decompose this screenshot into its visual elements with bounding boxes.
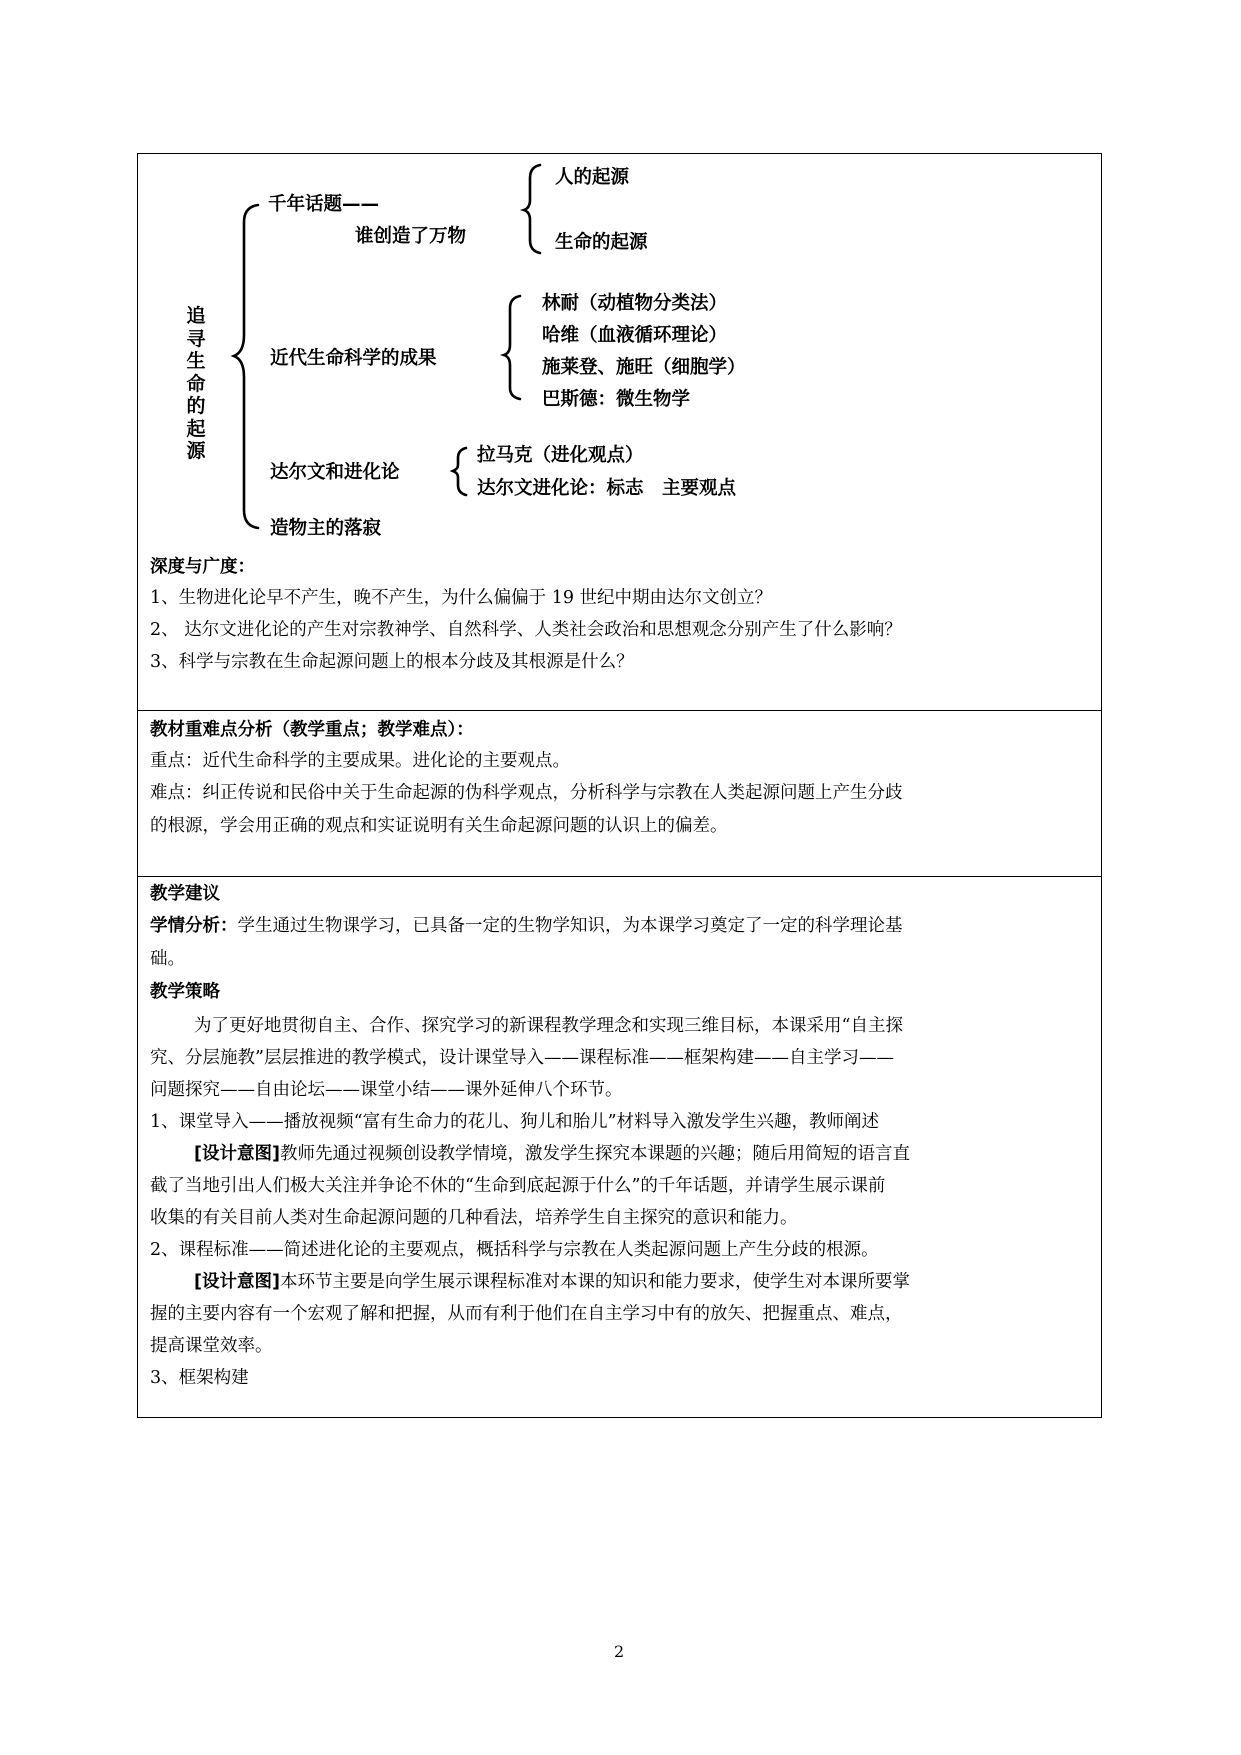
branch1-subtitle: 谁创造了万物 (355, 226, 467, 247)
brace-3-icon (453, 448, 466, 495)
branch1-item-2: 生命的起源 (555, 232, 648, 253)
situation-label: 学情分析： (150, 916, 238, 936)
intent-2-text: 本环节主要是向学生展示课程标准对本课的知识和能力要求，使学生对本课所要掌 (280, 1272, 910, 1292)
branch3-title: 达尔文和进化论 (270, 462, 400, 483)
brace-1-icon (524, 165, 540, 253)
intent-2-line-2: 握的主要内容有一个宏观了解和把握，从而有利于他们在自主学习中有的放矢、把握重点、难点， (150, 1304, 903, 1324)
branch3-item-1: 拉马克（进化观点） (477, 445, 644, 466)
analysis-heading: 教材重难点分析（教学重点；教学难点）： (150, 720, 474, 740)
depth-question-1: 1、生物进化论早不产生，晚不产生，为什么偏偏于 19 世纪中期由达尔文创立？ (150, 588, 773, 608)
intent-2-line-3: 提高课堂效率。 (150, 1336, 273, 1356)
main-brace-icon (234, 205, 258, 528)
strategy-p1-line-1: 为了更好地贯彻自主、合作、探究学习的新课程教学理念和实现三维目标，本课采用“自主探 (194, 1016, 903, 1036)
branch3-item-2: 达尔文进化论：标志 主要观点 (477, 478, 737, 499)
depth-question-3: 3、科学与宗教在生命起源问题上的根本分歧及其根源是什么？ (150, 652, 634, 672)
branch4-title: 造物主的落寂 (270, 518, 382, 539)
strategy-heading: 教学策略 (150, 982, 220, 1002)
suggestion-heading: 教学建议 (150, 884, 220, 904)
depth-question-2: 2、 达尔文进化论的产生对宗教神学、自然科学、人类社会政治和思想观念分别产生了什么影响？ (150, 620, 902, 640)
intent-1-line-1 (194, 1140, 910, 1165)
intent-1-line-3: 收集的有关目前人类对生命起源问题的几种看法，培养学生自主探究的意识和能力。 (150, 1208, 798, 1228)
analysis-difficult-line-1: 难点：纠正传说和民俗中关于生命起源的伪科学观点，分析科学与宗教在人类起源问题上产生分歧 (150, 783, 903, 803)
branch2-item-2: 哈维（血液循环理论） (542, 325, 728, 346)
step-1: 1、课堂导入——播放视频“富有生命力的花儿、狗儿和胎儿”材料导入激发学生兴趣，教师阐述 (150, 1112, 880, 1132)
branch1-item-1: 人的起源 (555, 167, 630, 188)
strategy-p1-line-2: 究、分层施教”层层推进的教学模式，设计课堂导入——课程标准——框架构建——自主学习—— (150, 1048, 894, 1068)
strategy-p1-line-3: 问题探究——自由论坛——课堂小结——课外延伸八个环节。 (150, 1080, 623, 1100)
branch2-item-3: 施莱登、施旺（细胞学） (542, 357, 746, 378)
branch2-title: 近代生命科学的成果 (270, 348, 437, 369)
page-number: 2 (614, 1642, 625, 1661)
brace-2-icon (504, 296, 520, 399)
depth-heading: 深度与广度： (150, 557, 255, 577)
branch1-title: 千年话题—— (268, 194, 380, 215)
step-2: 2、课程标准——简述进化论的主要观点，概括科学与宗教在人类起源问题上产生分歧的根源。 (150, 1240, 879, 1260)
branch2-item-4: 巴斯德：微生物学 (542, 389, 691, 410)
branch2-item-1: 林耐（动植物分类法） (542, 293, 728, 314)
intent-label: [设计意图] (194, 1144, 280, 1164)
situation-line-2: 础。 (150, 949, 185, 969)
intent-label: [设计意图] (194, 1272, 280, 1292)
analysis-difficult-line-2: 的根源，学会用正确的观点和实证说明有关生命起源问题的认识上的偏差。 (150, 816, 728, 836)
intent-2-line-1 (194, 1268, 910, 1293)
situation-line-1 (150, 912, 903, 937)
analysis-key-points: 重点：近代生命科学的主要成果。进化论的主要观点。 (150, 751, 570, 771)
situation-text: 学生通过生物课学习，已具备一定的生物学知识，为本课学习奠定了一定的科学理论基 (237, 916, 903, 936)
intent-1-line-2: 截了当地引出人们极大关注并争论不休的“生命到底起源于什么”的千年话题，并请学生展示课前 (150, 1176, 886, 1196)
step-3: 3、框架构建 (150, 1368, 249, 1388)
diagram-root-title: 追寻生命的起源 (186, 305, 206, 462)
intent-1-text: 教师先通过视频创设教学情境，激发学生探究本课题的兴趣；随后用简短的语言直 (280, 1144, 910, 1164)
